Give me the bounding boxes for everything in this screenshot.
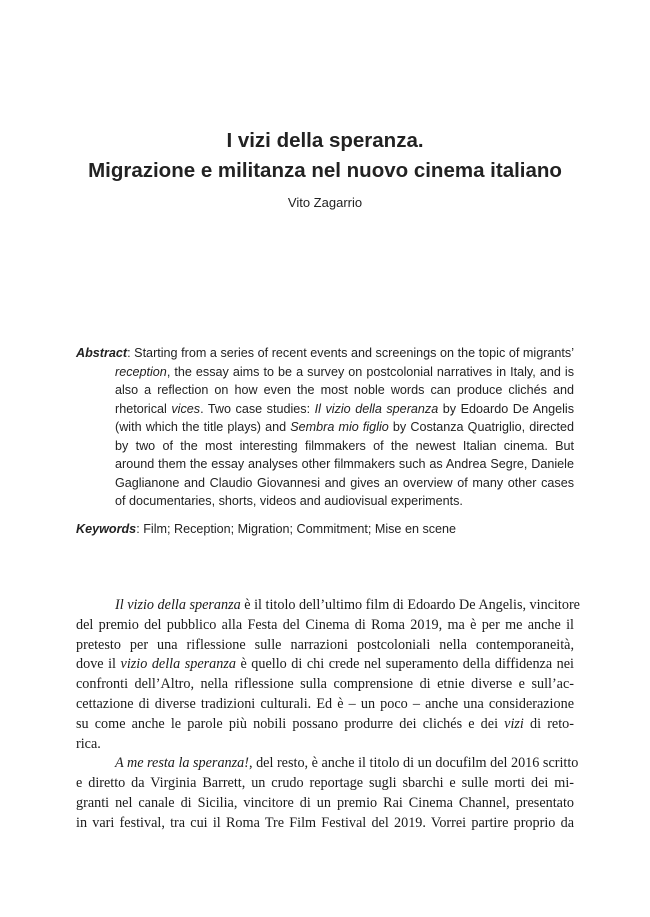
- paragraph-line: in vari festival, tra cui il Roma Tre Film Festival del 2019. Vorrei partire proprio da: [76, 814, 574, 831]
- paragraph-line: pretesto per una riflessione sulle narrazioni postcoloniali nella contemporaneità,: [76, 636, 574, 653]
- article-title-line-1: I vizi della speranza.: [226, 129, 424, 152]
- paragraph-line: su come anche le parole più nobili possano produrre dei clichés e dei vizi di reto-: [76, 715, 574, 732]
- abstract-line: also a reflection on how even the most noble words can produce clichés and: [115, 383, 574, 397]
- paragraph-line: confronti dell’Altro, nella riflessione sulla comprensione di etnie diverse e sull’ac-: [76, 676, 574, 693]
- keywords: [76, 520, 574, 538]
- paragraph-line: del premio del pubblico alla Festa del Cinema di Roma 2019, ma è per me anche il: [76, 616, 574, 633]
- author-name: Vito Zagarrio: [287, 195, 363, 210]
- abstract-line: of documentaries, shorts, videos and audiovisual experiments.: [115, 494, 463, 508]
- paragraph-line: cettazione di diverse tradizioni culturali. Ed è – un poco – anche una considerazione: [76, 695, 574, 712]
- paragraph-line: rica.: [76, 735, 101, 752]
- keywords-text: : Film; Reception; Migration; Commitment; Mise en scene: [136, 522, 457, 536]
- paragraph-line: dove il vizio della speranza è quello di chi crede nel superamento della diffidenza nei: [76, 656, 575, 673]
- abstract-line: by two of the most interesting filmmakers of the newest Italian cinema. But: [115, 438, 574, 453]
- abstract: [76, 344, 574, 511]
- abstract-line: (with which the title plays) and Sembra mio figlio by Costanza Quatriglio, directed: [115, 420, 574, 434]
- abstract-label: Abstract: [76, 346, 128, 360]
- abstract-line: Abstract: Starting from a series of recent events and screenings on the topic of migrants’: [76, 346, 574, 360]
- body-text: [76, 596, 580, 834]
- abstract-line: rhetorical vices. Two case studies: Il vizio della speranza by Edoardo De Angelis: [115, 401, 575, 416]
- paragraph-line: A me resta la speranza!, del resto, è anche il titolo di un docufilm del 2016 scritto: [115, 755, 579, 772]
- title-block: [0, 126, 650, 210]
- paragraph-line: e diretto da Virginia Barrett, un crudo reportage sugli sbarchi e sulle morti dei mi-: [76, 775, 574, 792]
- abstract-line: Gaglianone and Claudio Giovannesi and gives an overview of many other cases: [115, 475, 574, 490]
- abstract-line: reception, the essay aims to be a survey on postcolonial narratives in Italy, and is: [115, 364, 574, 379]
- abstract-line: around them the essay analyses other filmmakers such as Andrea Segre, Daniele: [115, 457, 574, 471]
- article-title-line-2: Migrazione e militanza nel nuovo cinema italiano: [88, 159, 562, 182]
- keywords-label: Keywords: [76, 522, 137, 536]
- paragraph-line: Il vizio della speranza è il titolo dell’ultimo film di Edoardo De Angelis, vincitore: [115, 597, 580, 613]
- paragraph-line: granti nel canale di Sicilia, vincitore di un premio Rai Cinema Channel, presentato: [76, 794, 574, 811]
